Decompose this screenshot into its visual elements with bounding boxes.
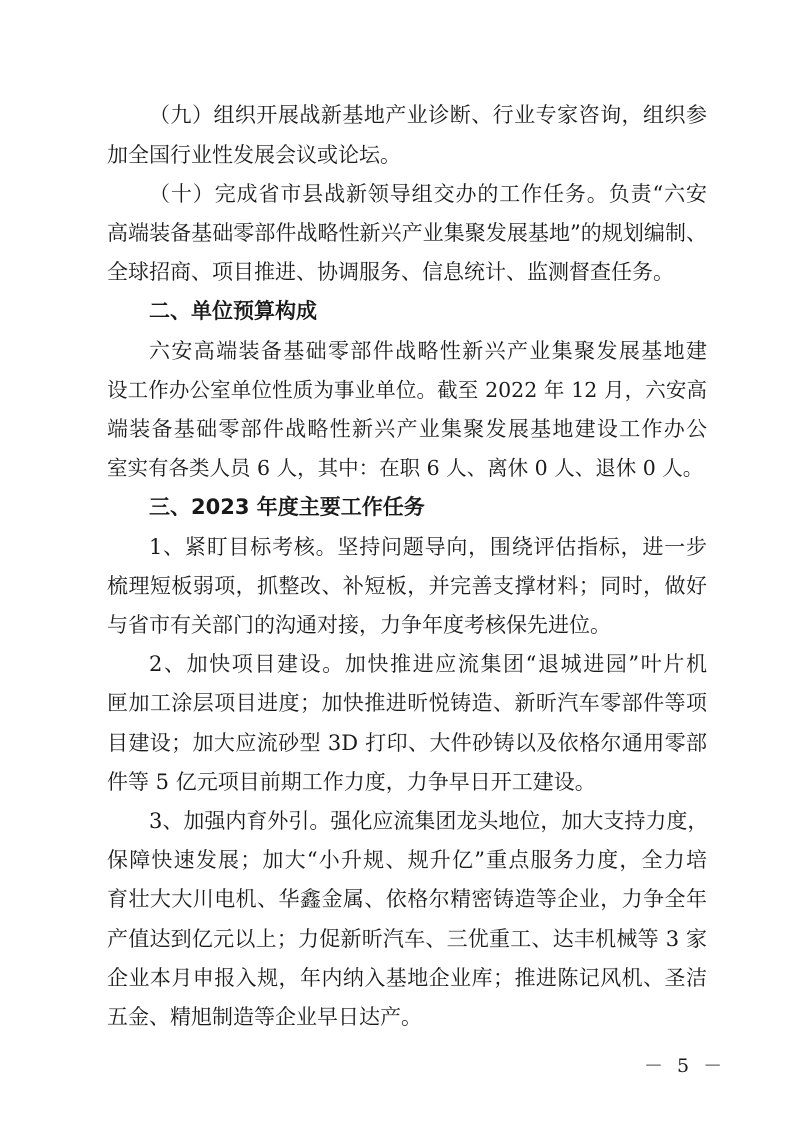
- task-3-line-1: 3、加强内育外引。强化应流集团龙头地位，加大支持力度，: [149, 809, 709, 833]
- task-1-line-3: 与省市有关部门的沟通对接，力争年度考核保先进位。: [107, 613, 611, 637]
- section-2-line-4: 室实有各类人员 6 人，其中：在职 6 人、离休 0 人、退休 0 人。: [107, 456, 704, 480]
- para-9-line-1: （九）组织开展战新基地产业诊断、行业专家咨询，组织参: [149, 103, 707, 127]
- task-1-line-1: 1、紧盯目标考核。坚持问题导向，围绕评估指标，进一步: [149, 535, 707, 559]
- section-2-line-2: 设工作办公室单位性质为事业单位。截至 2022 年 12 月，六安高: [107, 378, 707, 402]
- page-number: － 5 －: [644, 1055, 727, 1077]
- section-heading-tasks: 三、2023 年度主要工作任务: [149, 495, 425, 519]
- section-heading-budget: 二、单位预算构成: [149, 299, 317, 323]
- task-3-line-6: 五金、精旭制造等企业早日达产。: [107, 1005, 422, 1029]
- task-3-line-5: 企业本月申报入规，年内纳入基地企业库；推进陈记风机、圣洁: [107, 966, 707, 990]
- para-10-line-1: （十）完成省市县战新领导组交办的工作任务。负责“六安: [149, 182, 707, 206]
- task-2-line-2: 匣加工涂层项目进度；加快推进昕悦铸造、新昕汽车零部件等项: [107, 691, 707, 715]
- para-9-line-2: 加全国行业性发展会议或论坛。: [107, 143, 401, 167]
- task-1-line-2: 梳理短板弱项，抓整改、补短板，并完善支撑材料；同时，做好: [107, 574, 707, 598]
- task-3-line-4: 产值达到亿元以上；力促新昕汽车、三优重工、达丰机械等 3 家: [107, 927, 707, 951]
- para-10-line-3: 全球招商、项目推进、协调服务、信息统计、监测督查任务。: [107, 260, 674, 284]
- para-10-line-2: 高端装备基础零部件战略性新兴产业集聚发展基地”的规划编制、: [107, 221, 707, 245]
- task-2-line-1: 2、加快项目建设。加快推进应流集团“退城进园”叶片机: [149, 652, 707, 676]
- section-2-line-1: 六安高端装备基础零部件战略性新兴产业集聚发展基地建: [149, 339, 707, 363]
- task-2-line-3: 目建设；加大应流砂型 3D 打印、大件砂铸以及依格尔通用零部: [107, 731, 707, 755]
- task-2-line-4: 件等 5 亿元项目前期工作力度，力争早日开工建设。: [107, 770, 596, 794]
- task-3-line-3: 育壮大大川电机、华鑫金属、依格尔精密铸造等企业，力争全年: [107, 887, 707, 911]
- task-3-line-2: 保障快速发展；加大“小升规、规升亿”重点服务力度，全力培: [107, 848, 707, 872]
- section-2-line-3: 端装备基础零部件战略性新兴产业集聚发展基地建设工作办公: [107, 417, 707, 441]
